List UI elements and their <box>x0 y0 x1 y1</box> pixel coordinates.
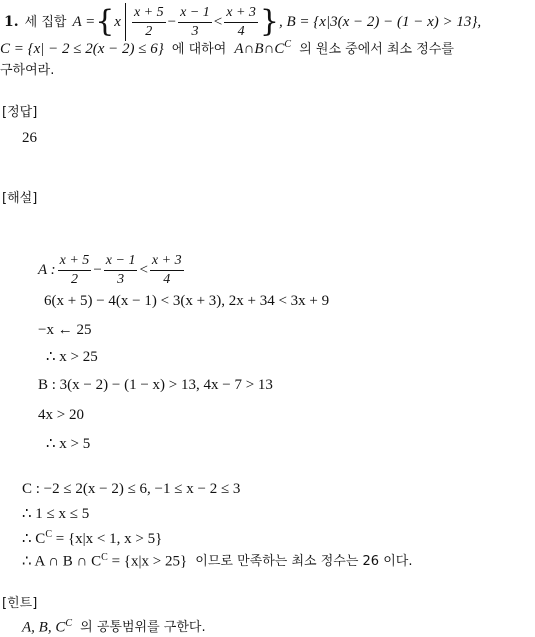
fraction-a1: $\frac{x + 5}{2}$ <box>133 4 164 39</box>
problem-line-2 <box>0 40 454 57</box>
fraction-s2: $\frac{x - 1}{3}$ <box>105 252 136 287</box>
set-a-lhs: A = <box>72 13 96 30</box>
hint-line: A, B, $C^C$ 의 공통범위를 구한다. <box>22 618 206 636</box>
solution-conclusion-text: 이므로 만족하는 최소 정수는 26 이다. <box>195 554 413 570</box>
less-than-sign: < <box>213 13 223 30</box>
problem-line-3: 구하여라. <box>0 63 55 78</box>
solution-c-line-3: ∴ $C^C = \{x|x < 1$, x > 5} <box>22 529 163 547</box>
fraction-s3: $\frac{x + 3}{4}$ <box>151 252 182 287</box>
hint-label: [힌트] <box>2 596 38 611</box>
problem-line-1 <box>4 2 481 42</box>
close-brace: } <box>259 4 280 39</box>
set-a-var: x <box>114 13 121 30</box>
open-brace: { <box>95 4 115 39</box>
set-b-definition: , B = {x|3(x − 2) − (1 − x) > 13}, <box>279 13 482 30</box>
solution-a-line-1: A : $\frac{x + 5}{2}$ − $\frac{x - 1}{3}$ < $\frac{x + 3}{4}$ <box>38 252 182 287</box>
problem-line2-text2: 의 원소 중에서 최소 정수를 <box>299 42 454 57</box>
answer-value: 26 <box>22 130 37 146</box>
solution-b-line-1: B : 3(x − 2) − (1 − x) > 13, 4x − 7 > 13 <box>38 377 273 393</box>
minus-sign: − <box>167 13 177 30</box>
solution-a-line-4: ∴ x > 25 <box>46 349 98 365</box>
solution-a-line-3: −x ← 25 <box>38 322 92 338</box>
solution-b-line-3: ∴ x > 5 <box>46 436 91 452</box>
intersection-expr: $A\cap B\cap C^C$ <box>234 39 292 57</box>
solution-b-line-2: 4x > 20 <box>38 407 84 423</box>
solution-c-line-1: C : −2 ≤ 2(x − 2) ≤ 6, −1 ≤ x − 2 ≤ 3 <box>22 481 241 497</box>
problem-line2-text: 에 대하여 <box>171 42 227 57</box>
fraction-a2: $\frac{x - 1}{3}$ <box>180 4 210 39</box>
solution-label: [해설] <box>2 191 38 206</box>
problem-number: 1. <box>4 14 19 30</box>
fraction-a3: $\frac{x + 3}{4}$ <box>226 4 256 39</box>
solution-c-line-4: ∴ A ∩ B ∩ $C^C = \{x|x > 25\}$ 이므로 만족하는 최소 정수는 26 이다. <box>22 552 413 570</box>
fraction-s1: $\frac{x + 5}{2}$ <box>59 252 90 287</box>
set-bar <box>125 3 126 41</box>
hint-text: 의 공통범위를 구한다. <box>80 620 206 636</box>
problem-intro: 세 집합 <box>24 14 67 30</box>
solution-a-line-2: 6(x + 5) − 4(x − 1) < 3(x + 3), 2x + 34 < 3x + 9 <box>44 293 330 309</box>
set-c-definition: C = {x| − 2 ≤ 2(x − 2) ≤ 6} <box>0 41 164 57</box>
solution-c-line-2: ∴ 1 ≤ x ≤ 5 <box>22 506 90 522</box>
answer-label: [정답] <box>2 105 38 120</box>
